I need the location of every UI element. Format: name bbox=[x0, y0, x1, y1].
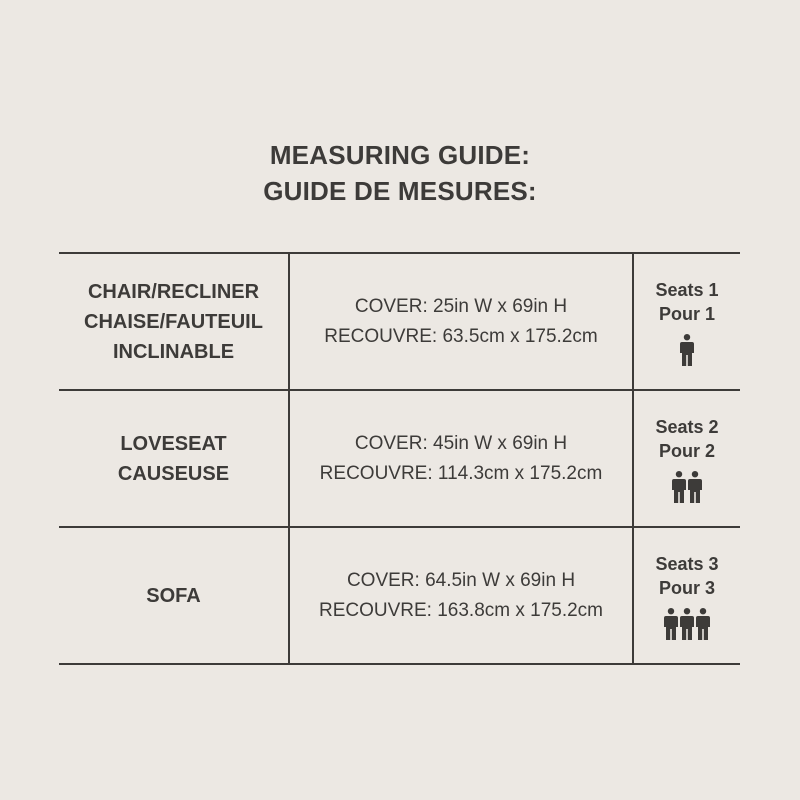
people-icons bbox=[680, 334, 694, 366]
cover-dimensions: COVER: 64.5in W x 69in H bbox=[346, 569, 576, 591]
furniture-name-line: INCLINABLE bbox=[112, 340, 235, 363]
dimensions-cell bbox=[290, 391, 632, 526]
pour-label: Pour 1 bbox=[658, 303, 715, 324]
table-row-loveseat bbox=[59, 389, 740, 526]
recouvre-dimensions: RECOUVRE: 114.3cm x 175.2cm bbox=[319, 462, 603, 484]
title-french: GUIDE DE MESURES: bbox=[263, 176, 537, 206]
furniture-name-line: CHAIR/RECLINER bbox=[87, 280, 260, 303]
seats-cell bbox=[634, 254, 740, 389]
person-icon bbox=[672, 471, 686, 503]
person-icon bbox=[680, 334, 694, 366]
recouvre-dimensions: RECOUVRE: 63.5cm x 175.2cm bbox=[324, 325, 598, 347]
seats-label: Seats 1 bbox=[655, 279, 719, 300]
table-row-sofa bbox=[59, 526, 740, 665]
recouvre-dimensions: RECOUVRE: 163.8cm x 175.2cm bbox=[318, 599, 604, 621]
measuring-table bbox=[59, 252, 740, 665]
person-icon bbox=[688, 471, 702, 503]
title-english: MEASURING GUIDE: bbox=[269, 140, 531, 170]
furniture-name-cell bbox=[59, 391, 288, 526]
dimensions-cell bbox=[290, 528, 632, 663]
page-title bbox=[0, 137, 800, 209]
pour-label: Pour 3 bbox=[658, 577, 715, 598]
cover-dimensions: COVER: 25in W x 69in H bbox=[354, 295, 568, 317]
furniture-name-line: SOFA bbox=[146, 584, 201, 607]
furniture-name-line: LOVESEAT bbox=[120, 432, 227, 455]
person-icon bbox=[696, 608, 710, 640]
people-icons bbox=[672, 471, 702, 503]
pour-label: Pour 2 bbox=[658, 440, 715, 461]
furniture-name-line: CAUSEUSE bbox=[117, 462, 230, 485]
seats-label: Seats 3 bbox=[655, 553, 719, 574]
seats-label: Seats 2 bbox=[655, 416, 719, 437]
dimensions-cell bbox=[290, 254, 632, 389]
person-icon bbox=[680, 608, 694, 640]
furniture-name-line: CHAISE/FAUTEUIL bbox=[84, 310, 263, 333]
people-icons bbox=[664, 608, 710, 640]
seats-cell bbox=[634, 528, 740, 663]
furniture-name-cell bbox=[59, 254, 288, 389]
cover-dimensions: COVER: 45in W x 69in H bbox=[354, 432, 568, 454]
furniture-name-cell bbox=[59, 528, 288, 663]
seats-cell bbox=[634, 391, 740, 526]
table-row-chair bbox=[59, 252, 740, 389]
person-icon bbox=[664, 608, 678, 640]
